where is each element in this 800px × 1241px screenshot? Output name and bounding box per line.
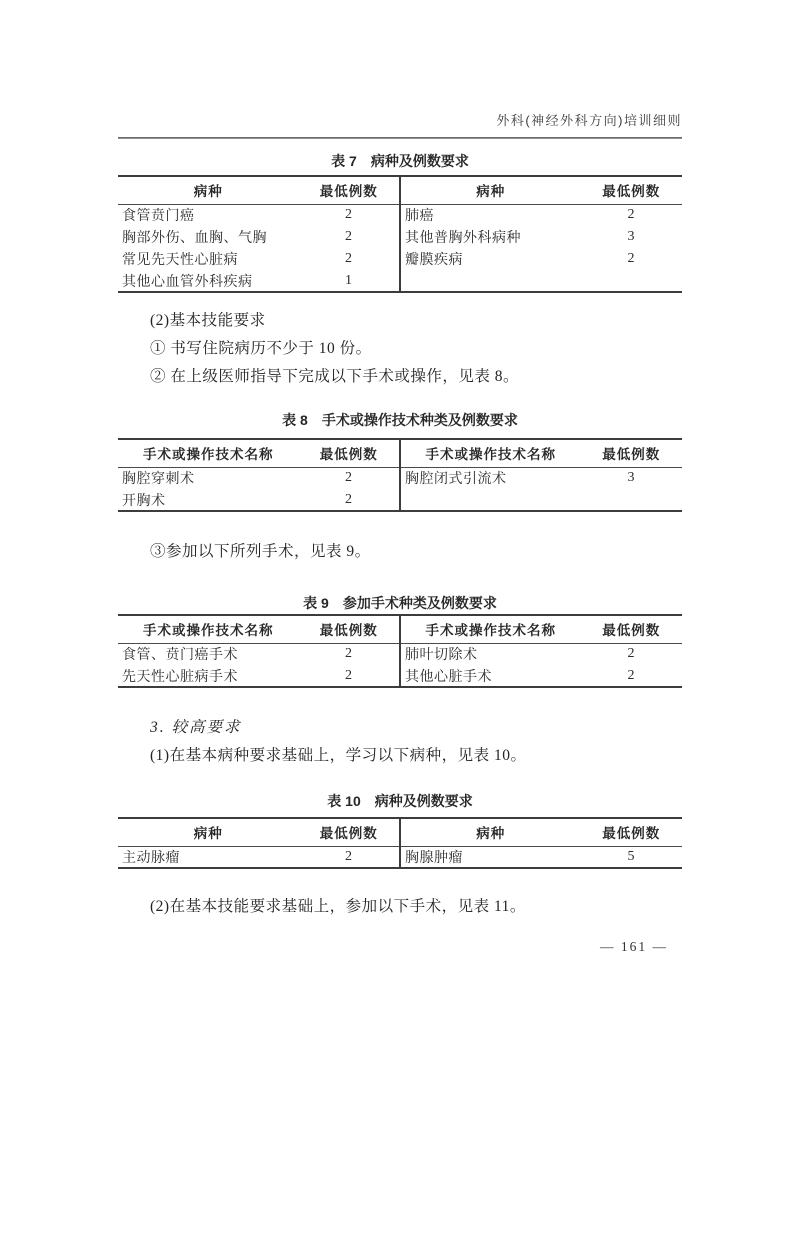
procedure-cell: 食管、贲门癌手术	[122, 648, 238, 664]
min-cases-cell: 5	[627, 848, 635, 864]
basic-skills-section	[118, 307, 682, 391]
column-header: 最低例数	[580, 818, 682, 846]
column-header: 最低例数	[298, 176, 400, 204]
column-header: 病种	[400, 176, 580, 204]
table7-header-row	[118, 176, 682, 204]
list-item: ② 在上级医师指导下完成以下手术或操作，见表 8。	[150, 368, 520, 385]
table-row	[118, 204, 682, 226]
disease-cell: 常见先天性心脏病	[122, 253, 238, 268]
procedure-cell: 胸腔闭式引流术	[404, 472, 507, 488]
page-number: — 161 —	[600, 939, 668, 954]
column-header: 最低例数	[298, 818, 400, 846]
table-row	[118, 248, 682, 270]
disease-cell	[400, 270, 580, 292]
table10-header-row	[118, 818, 682, 846]
min-cases-cell: 2	[298, 204, 400, 226]
min-cases-cell: 1	[298, 270, 400, 292]
column-header: 最低例数	[580, 439, 682, 467]
column-header: 最低例数	[580, 615, 682, 643]
column-header: 病种	[400, 818, 580, 846]
min-cases-cell: 3	[627, 470, 635, 486]
column-header: 病种	[118, 176, 298, 204]
min-cases-cell	[580, 489, 682, 511]
min-cases-cell: 2	[627, 251, 635, 266]
disease-cell: 其他普胸外科病种	[404, 231, 521, 246]
min-cases-cell: 2	[298, 665, 400, 687]
table-row	[118, 467, 682, 489]
list-item: ③参加以下所列手术，见表 9。	[150, 543, 371, 560]
table8	[118, 438, 682, 512]
min-cases-cell: 2	[298, 489, 400, 511]
disease-cell: 食管贲门癌	[122, 209, 195, 225]
procedure-cell	[400, 489, 580, 511]
table-row	[118, 665, 682, 687]
disease-cell: 主动脉瘤	[122, 850, 180, 866]
table10	[118, 817, 682, 869]
disease-cell: 其他心血管外科疾病	[122, 274, 253, 290]
procedure-cell: 其他心脏手术	[404, 669, 492, 685]
document-page	[0, 110, 800, 1241]
column-header: 手术或操作技术名称	[400, 439, 580, 467]
procedure-cell: 胸腔穿刺术	[122, 472, 195, 488]
min-cases-cell	[580, 270, 682, 292]
table7	[118, 175, 682, 293]
min-cases-cell: 2	[298, 643, 400, 665]
table-row	[118, 846, 682, 868]
disease-cell: 胸部外伤、血胸、气胸	[122, 231, 267, 246]
procedure-cell: 先天性心脏病手术	[122, 669, 238, 685]
table10-caption: 表 10 病种及例数要求	[327, 793, 473, 809]
table-row	[118, 643, 682, 665]
min-cases-cell: 2	[298, 467, 400, 489]
min-cases-cell: 2	[298, 226, 400, 248]
column-header: 手术或操作技术名称	[400, 615, 580, 643]
column-header: 病种	[118, 818, 298, 846]
min-cases-cell: 2	[627, 667, 635, 683]
table9-header-row	[118, 615, 682, 643]
column-header: 手术或操作技术名称	[118, 439, 298, 467]
higher-requirements-section	[118, 714, 682, 770]
min-cases-cell: 2	[627, 207, 635, 223]
section-heading: 3. 较高要求	[150, 719, 242, 736]
disease-cell: 胸腺肿瘤	[404, 850, 463, 866]
column-header: 最低例数	[298, 615, 400, 643]
final-paragraph-section	[118, 893, 682, 921]
table-row	[118, 226, 682, 248]
column-header: 最低例数	[298, 439, 400, 467]
procedure-cell: 开胸术	[122, 493, 166, 509]
table8-header-row	[118, 439, 682, 467]
table9-caption: 表 9 参加手术种类及例数要求	[303, 595, 497, 611]
column-header: 手术或操作技术名称	[118, 615, 298, 643]
running-head: 外科(神经外科方向)培训细则	[496, 113, 682, 128]
list-item: (2)在基本技能要求基础上，参加以下手术，见表 11。	[150, 898, 526, 915]
disease-cell: 瓣膜疾病	[404, 253, 463, 268]
item3-section	[118, 538, 682, 566]
section-heading: (2)基本技能要求	[150, 312, 266, 329]
table8-caption: 表 8 手术或操作技术种类及例数要求	[282, 412, 518, 428]
column-header: 最低例数	[580, 176, 682, 204]
table-row	[118, 270, 682, 292]
disease-cell: 肺癌	[404, 209, 434, 225]
list-item: (1)在基本病种要求基础上，学习以下病种，见表 10。	[150, 747, 527, 764]
min-cases-cell: 3	[627, 229, 635, 244]
table7-caption: 表 7 病种及例数要求	[331, 153, 469, 169]
min-cases-cell: 2	[627, 646, 635, 662]
header-rule	[118, 137, 682, 139]
table-row	[118, 489, 682, 511]
table9	[118, 614, 682, 688]
min-cases-cell: 2	[298, 248, 400, 270]
min-cases-cell: 2	[298, 846, 400, 868]
list-item: ① 书写住院病历不少于 10 份。	[150, 340, 372, 357]
procedure-cell: 肺叶切除术	[404, 648, 478, 664]
